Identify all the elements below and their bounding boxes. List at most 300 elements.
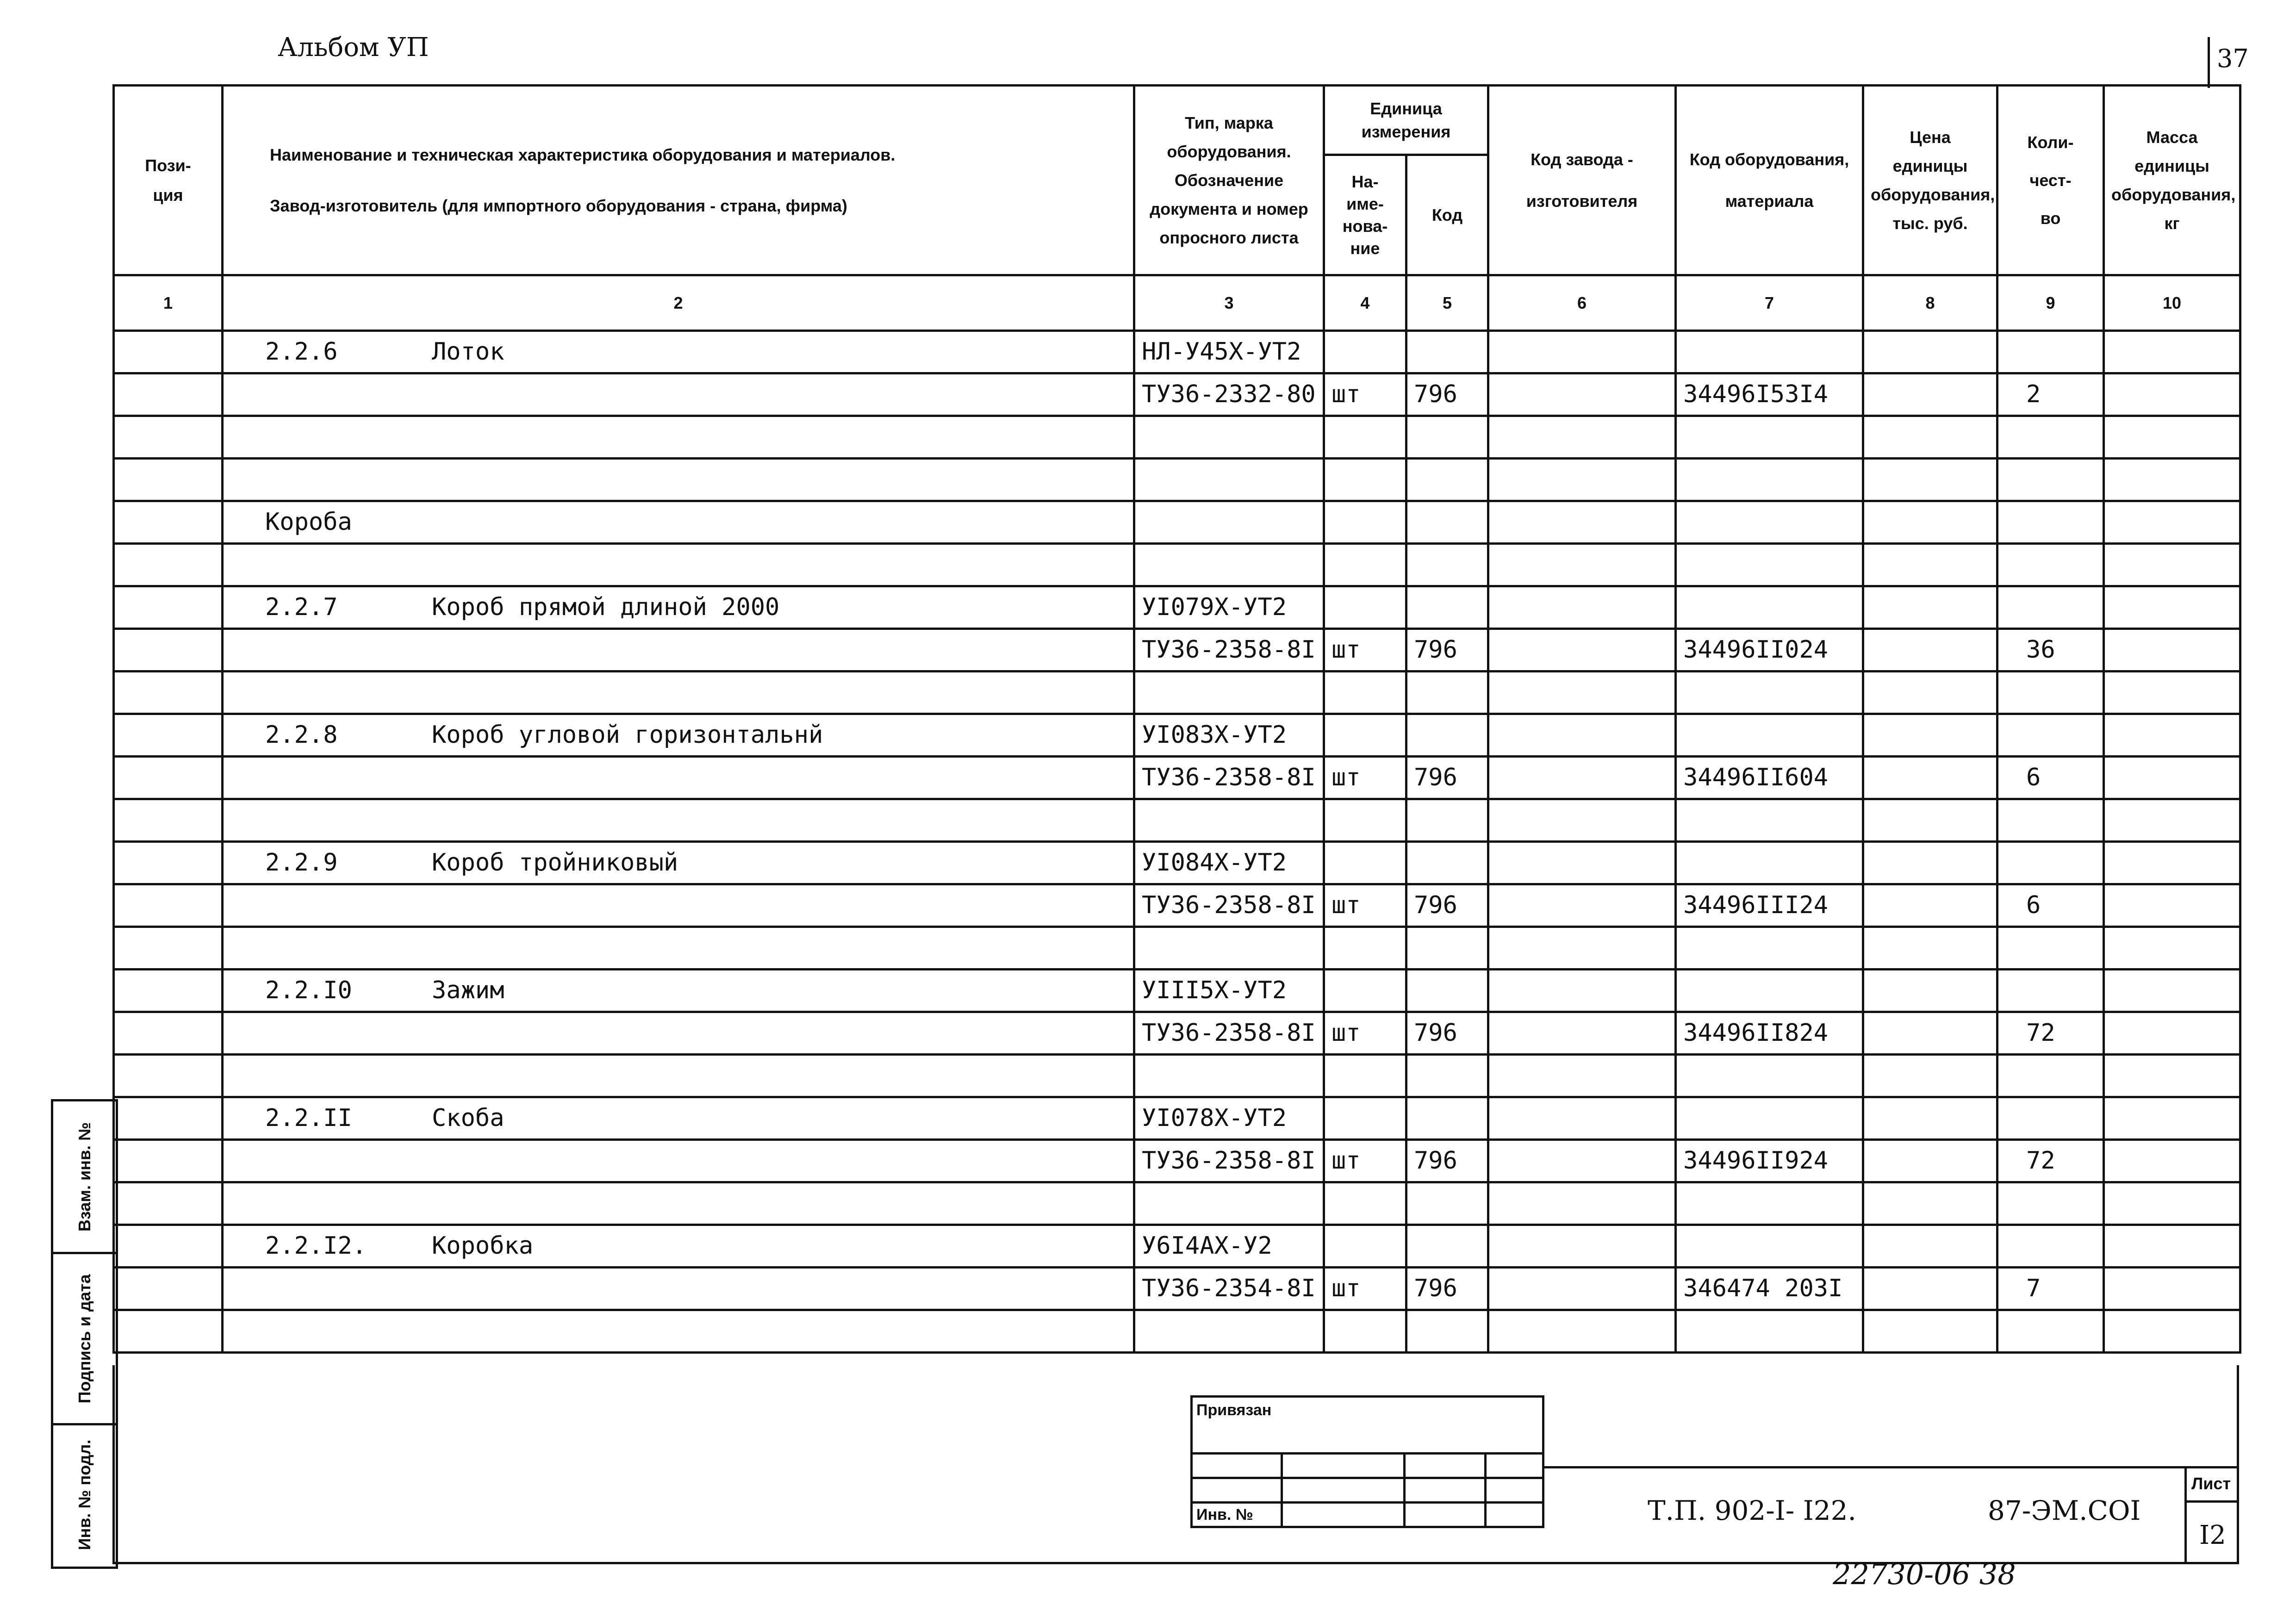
row-position	[114, 714, 223, 757]
header-type: Тип, марка оборудования. Обозначение документа и номер опросного листа	[1134, 86, 1324, 275]
row-equipment-code	[1676, 544, 1863, 586]
table-row	[114, 1097, 2240, 1140]
row-qty	[1997, 459, 2104, 501]
stamp-table	[1190, 1395, 1544, 1528]
row-unit	[1324, 842, 1406, 884]
row-price	[1863, 1225, 1997, 1268]
row-type: ТУ36-2332-80	[1134, 373, 1324, 416]
row-qty: 7	[1997, 1268, 2104, 1310]
row-unit-code: 796	[1406, 629, 1488, 672]
row-type	[1134, 416, 1324, 459]
row-name	[223, 1182, 1134, 1225]
row-name	[223, 757, 1134, 799]
row-plant-code	[1488, 1097, 1676, 1140]
row-price	[1863, 1310, 1997, 1353]
row-equipment-code	[1676, 459, 1863, 501]
row-mass	[2104, 1140, 2240, 1182]
row-mass	[2104, 373, 2240, 416]
row-type: ТУ36-2358-8I	[1134, 1140, 1324, 1182]
row-unit: шт	[1324, 373, 1406, 416]
header-mass: Масса единицы оборудования, кг	[2104, 86, 2240, 275]
row-type	[1134, 501, 1324, 544]
row-equipment-code	[1676, 586, 1863, 629]
document-number: Т.П. 902-I- I22.	[1648, 1495, 1856, 1526]
row-price	[1863, 970, 1997, 1012]
table-row	[114, 459, 2240, 501]
row-equipment-code	[1676, 1055, 1863, 1097]
col-number: 3	[1134, 275, 1324, 331]
row-position	[114, 416, 223, 459]
row-mass	[2104, 672, 2240, 714]
footer-code: 22730-06 38	[1833, 1557, 2016, 1591]
row-equipment-code	[1676, 1097, 1863, 1140]
row-unit	[1324, 1097, 1406, 1140]
stamp-inv-no: Инв. №	[1192, 1503, 1282, 1527]
row-price	[1863, 331, 1997, 373]
row-unit	[1324, 544, 1406, 586]
row-price	[1863, 1012, 1997, 1055]
row-qty	[1997, 799, 2104, 842]
row-type: УI078Х-УТ2	[1134, 1097, 1324, 1140]
row-unit-code	[1406, 459, 1488, 501]
row-unit-code	[1406, 416, 1488, 459]
row-mass	[2104, 970, 2240, 1012]
table-row	[114, 970, 2240, 1012]
row-qty	[1997, 1097, 2104, 1140]
row-name	[223, 331, 1134, 373]
row-qty	[1997, 672, 2104, 714]
table-row	[114, 629, 2240, 672]
row-type	[1134, 1055, 1324, 1097]
row-price	[1863, 1140, 1997, 1182]
side-sign-date: Подпись и дата	[53, 1254, 116, 1425]
row-name	[223, 970, 1134, 1012]
row-plant-code	[1488, 1225, 1676, 1268]
row-equipment-code	[1676, 416, 1863, 459]
row-mass	[2104, 416, 2240, 459]
row-price	[1863, 459, 1997, 501]
row-name-text: Скоба	[432, 1104, 504, 1132]
row-equipment-code	[1676, 714, 1863, 757]
row-equipment-code	[1676, 842, 1863, 884]
row-equipment-code	[1676, 1182, 1863, 1225]
row-position	[114, 884, 223, 927]
row-type	[1134, 1310, 1324, 1353]
col-number: 7	[1676, 275, 1863, 331]
row-name-text: Коробка	[432, 1232, 534, 1260]
row-type	[1134, 544, 1324, 586]
row-mass	[2104, 1225, 2240, 1268]
row-unit-code	[1406, 842, 1488, 884]
row-plant-code	[1488, 672, 1676, 714]
row-plant-code	[1488, 714, 1676, 757]
row-plant-code	[1488, 629, 1676, 672]
row-position	[114, 544, 223, 586]
row-name	[223, 842, 1134, 884]
row-qty: 72	[1997, 1012, 2104, 1055]
header-price: Цена единицы оборудования, тыс. руб.	[1863, 86, 1997, 275]
row-mass	[2104, 1097, 2240, 1140]
table-row	[114, 1182, 2240, 1225]
row-price	[1863, 629, 1997, 672]
row-name	[223, 459, 1134, 501]
row-position	[114, 1012, 223, 1055]
row-qty: 2	[1997, 373, 2104, 416]
row-plant-code	[1488, 1055, 1676, 1097]
row-price	[1863, 799, 1997, 842]
row-plant-code	[1488, 757, 1676, 799]
row-price	[1863, 672, 1997, 714]
row-unit-code	[1406, 672, 1488, 714]
row-type	[1134, 927, 1324, 970]
row-price	[1863, 373, 1997, 416]
row-name-text: Зажим	[432, 976, 504, 1004]
row-price	[1863, 884, 1997, 927]
row-equipment-code	[1676, 672, 1863, 714]
row-name	[223, 1225, 1134, 1268]
row-qty	[1997, 842, 2104, 884]
row-qty	[1997, 927, 2104, 970]
row-position	[114, 629, 223, 672]
row-unit	[1324, 1225, 1406, 1268]
sheet-number: 37	[2217, 44, 2249, 73]
col-number: 5	[1406, 275, 1488, 331]
row-price	[1863, 544, 1997, 586]
row-equipment-code: 346474 203I	[1676, 1268, 1863, 1310]
row-unit	[1324, 459, 1406, 501]
table-row	[114, 1055, 2240, 1097]
row-type	[1134, 1182, 1324, 1225]
row-equipment-code	[1676, 501, 1863, 544]
row-unit: шт	[1324, 629, 1406, 672]
row-unit: шт	[1324, 1268, 1406, 1310]
row-mass	[2104, 544, 2240, 586]
header-unit: Единица измерения	[1324, 86, 1488, 155]
row-type: ТУ36-2358-8I	[1134, 757, 1324, 799]
row-name-position: 2.2.I0	[265, 976, 352, 1004]
row-qty	[1997, 416, 2104, 459]
row-type: ТУ36-2358-8I	[1134, 1012, 1324, 1055]
row-qty	[1997, 1225, 2104, 1268]
row-mass	[2104, 331, 2240, 373]
table-row	[114, 501, 2240, 544]
row-plant-code	[1488, 416, 1676, 459]
table-row	[114, 1012, 2240, 1055]
stamp-privyazan: Привязан	[1192, 1397, 1543, 1454]
col-number: 1	[114, 275, 223, 331]
row-qty	[1997, 970, 2104, 1012]
list-label: Лист	[2191, 1474, 2231, 1493]
row-position	[114, 331, 223, 373]
side-inv-podl: Инв. № подл.	[75, 1439, 94, 1550]
row-price	[1863, 416, 1997, 459]
side-inv-vzam: Взам. инв. №	[53, 1101, 116, 1254]
row-unit-code	[1406, 1225, 1488, 1268]
row-mass	[2104, 501, 2240, 544]
row-position	[114, 459, 223, 501]
col-number: 10	[2104, 275, 2240, 331]
row-qty: 6	[1997, 884, 2104, 927]
row-unit	[1324, 927, 1406, 970]
row-qty: 36	[1997, 629, 2104, 672]
row-unit: шт	[1324, 884, 1406, 927]
table-row	[114, 416, 2240, 459]
row-mass	[2104, 1055, 2240, 1097]
row-unit: шт	[1324, 1140, 1406, 1182]
row-name	[223, 1268, 1134, 1310]
header-plant-code: Код завода - изготовителя	[1488, 86, 1676, 275]
row-name	[223, 799, 1134, 842]
row-qty	[1997, 1055, 2104, 1097]
row-unit-code	[1406, 586, 1488, 629]
row-mass	[2104, 1012, 2240, 1055]
row-unit-code	[1406, 970, 1488, 1012]
row-plant-code	[1488, 544, 1676, 586]
row-name	[223, 416, 1134, 459]
row-unit-code	[1406, 544, 1488, 586]
row-name-position: 2.2.7	[265, 593, 338, 621]
row-mass	[2104, 629, 2240, 672]
row-mass	[2104, 842, 2240, 884]
sheet-number-divider	[2208, 37, 2210, 88]
row-price	[1863, 927, 1997, 970]
row-unit	[1324, 1055, 1406, 1097]
row-unit	[1324, 799, 1406, 842]
row-mass	[2104, 1310, 2240, 1353]
col-number: 4	[1324, 275, 1406, 331]
row-qty	[1997, 1182, 2104, 1225]
row-qty	[1997, 714, 2104, 757]
row-name-position: 2.2.8	[265, 721, 338, 749]
row-plant-code	[1488, 373, 1676, 416]
row-unit-code: 796	[1406, 1268, 1488, 1310]
row-name-position: 2.2.6	[265, 338, 338, 366]
table-row	[114, 799, 2240, 842]
row-name	[223, 1012, 1134, 1055]
table-row	[114, 927, 2240, 970]
row-name	[223, 373, 1134, 416]
header-equipment-code: Код оборудования, материала	[1676, 86, 1863, 275]
row-unit	[1324, 672, 1406, 714]
row-plant-code	[1488, 1012, 1676, 1055]
column-numbers-row	[114, 275, 2240, 331]
header-position: Пози- ция	[114, 86, 223, 275]
row-mass	[2104, 714, 2240, 757]
row-price	[1863, 501, 1997, 544]
side-stamp	[51, 1099, 118, 1569]
row-position	[114, 672, 223, 714]
row-equipment-code	[1676, 970, 1863, 1012]
row-position	[114, 1310, 223, 1353]
row-unit-code	[1406, 1182, 1488, 1225]
row-equipment-code: 34496III24	[1676, 884, 1863, 927]
row-price	[1863, 1182, 1997, 1225]
row-price	[1863, 1055, 1997, 1097]
row-qty: 72	[1997, 1140, 2104, 1182]
row-unit	[1324, 501, 1406, 544]
row-name-text: Лоток	[432, 338, 504, 366]
row-plant-code	[1488, 970, 1676, 1012]
row-plant-code	[1488, 884, 1676, 927]
row-name	[223, 1055, 1134, 1097]
row-position	[114, 501, 223, 544]
table-row	[114, 544, 2240, 586]
row-mass	[2104, 799, 2240, 842]
row-qty	[1997, 544, 2104, 586]
row-name-text: Короб тройниковый	[432, 849, 678, 877]
title-block-line	[1542, 1466, 2239, 1468]
document-code: 87-ЭМ.COI	[1988, 1495, 2141, 1526]
table-row	[114, 373, 2240, 416]
row-name	[223, 714, 1134, 757]
row-qty	[1997, 1310, 2104, 1353]
row-name	[223, 927, 1134, 970]
row-mass	[2104, 586, 2240, 629]
row-price	[1863, 1268, 1997, 1310]
col-number: 2	[223, 275, 1134, 331]
col-number: 6	[1488, 275, 1676, 331]
row-position	[114, 1097, 223, 1140]
row-unit-code	[1406, 331, 1488, 373]
row-unit-code	[1406, 1055, 1488, 1097]
row-position	[114, 1225, 223, 1268]
row-plant-code	[1488, 799, 1676, 842]
row-position	[114, 1055, 223, 1097]
table-row	[114, 1225, 2240, 1268]
row-unit-code: 796	[1406, 1140, 1488, 1182]
row-type: ТУ36-2358-8I	[1134, 629, 1324, 672]
row-mass	[2104, 459, 2240, 501]
row-plant-code	[1488, 501, 1676, 544]
row-price	[1863, 1097, 1997, 1140]
header-unit-code: Код	[1406, 155, 1488, 275]
specification-table	[112, 84, 2241, 1354]
row-plant-code	[1488, 331, 1676, 373]
row-position	[114, 799, 223, 842]
col-number: 8	[1863, 275, 1997, 331]
row-position	[114, 1182, 223, 1225]
table-row	[114, 842, 2240, 884]
row-position	[114, 373, 223, 416]
row-qty: 6	[1997, 757, 2104, 799]
row-type: ТУ36-2354-8I	[1134, 1268, 1324, 1310]
row-name	[223, 1140, 1134, 1182]
row-plant-code	[1488, 1140, 1676, 1182]
row-equipment-code: 34496II604	[1676, 757, 1863, 799]
row-equipment-code	[1676, 799, 1863, 842]
row-unit: шт	[1324, 1012, 1406, 1055]
row-plant-code	[1488, 586, 1676, 629]
row-type: НЛ-У45Х-УТ2	[1134, 331, 1324, 373]
row-name	[223, 1310, 1134, 1353]
list-number: I2	[2199, 1520, 2226, 1550]
row-equipment-code	[1676, 1310, 1863, 1353]
row-unit-code: 796	[1406, 884, 1488, 927]
row-type: ТУ36-2358-8I	[1134, 884, 1324, 927]
row-qty	[1997, 586, 2104, 629]
row-price	[1863, 586, 1997, 629]
row-position	[114, 757, 223, 799]
row-price	[1863, 842, 1997, 884]
row-name	[223, 586, 1134, 629]
row-name-position: 2.2.9	[265, 849, 338, 877]
table-row	[114, 714, 2240, 757]
row-unit-code: 796	[1406, 373, 1488, 416]
row-position	[114, 970, 223, 1012]
table-row	[114, 586, 2240, 629]
row-mass	[2104, 1268, 2240, 1310]
table-row	[114, 757, 2240, 799]
row-name-position: 2.2.I2.	[265, 1232, 367, 1260]
row-name	[223, 672, 1134, 714]
row-type: У6I4АХ-У2	[1134, 1225, 1324, 1268]
row-unit	[1324, 970, 1406, 1012]
table-row	[114, 331, 2240, 373]
row-plant-code	[1488, 1182, 1676, 1225]
row-price	[1863, 714, 1997, 757]
header-row	[114, 86, 2240, 155]
row-mass	[2104, 884, 2240, 927]
row-type: УI083Х-УТ2	[1134, 714, 1324, 757]
row-price	[1863, 757, 1997, 799]
table-row	[114, 1310, 2240, 1353]
row-equipment-code	[1676, 927, 1863, 970]
row-type: УIII5Х-УТ2	[1134, 970, 1324, 1012]
row-type	[1134, 459, 1324, 501]
table-row	[114, 1140, 2240, 1182]
row-unit-code	[1406, 1097, 1488, 1140]
row-unit	[1324, 586, 1406, 629]
row-unit	[1324, 714, 1406, 757]
row-equipment-code: 34496I53I4	[1676, 373, 1863, 416]
row-position	[114, 586, 223, 629]
row-type	[1134, 799, 1324, 842]
row-name-text: Короб угловой горизонтальнй	[432, 721, 823, 749]
row-name	[223, 884, 1134, 927]
row-equipment-code: 34496II924	[1676, 1140, 1863, 1182]
row-unit	[1324, 416, 1406, 459]
row-equipment-code: 34496II824	[1676, 1012, 1863, 1055]
row-position	[114, 1140, 223, 1182]
row-unit-code	[1406, 501, 1488, 544]
row-equipment-code: 34496II024	[1676, 629, 1863, 672]
row-name	[223, 629, 1134, 672]
row-plant-code	[1488, 927, 1676, 970]
row-name	[223, 501, 1134, 544]
row-equipment-code	[1676, 1225, 1863, 1268]
row-qty	[1997, 501, 2104, 544]
row-unit	[1324, 1182, 1406, 1225]
row-position	[114, 842, 223, 884]
row-qty	[1997, 331, 2104, 373]
row-plant-code	[1488, 1310, 1676, 1353]
row-position	[114, 927, 223, 970]
row-plant-code	[1488, 1268, 1676, 1310]
row-equipment-code	[1676, 331, 1863, 373]
row-type	[1134, 672, 1324, 714]
row-plant-code	[1488, 459, 1676, 501]
album-label: Альбом УП	[278, 32, 429, 62]
row-name	[223, 544, 1134, 586]
row-unit: шт	[1324, 757, 1406, 799]
row-unit	[1324, 1310, 1406, 1353]
row-position	[114, 1268, 223, 1310]
list-separator	[2184, 1500, 2239, 1503]
row-unit-code	[1406, 799, 1488, 842]
row-unit-code: 796	[1406, 757, 1488, 799]
row-unit-code: 796	[1406, 1012, 1488, 1055]
row-plant-code	[1488, 842, 1676, 884]
